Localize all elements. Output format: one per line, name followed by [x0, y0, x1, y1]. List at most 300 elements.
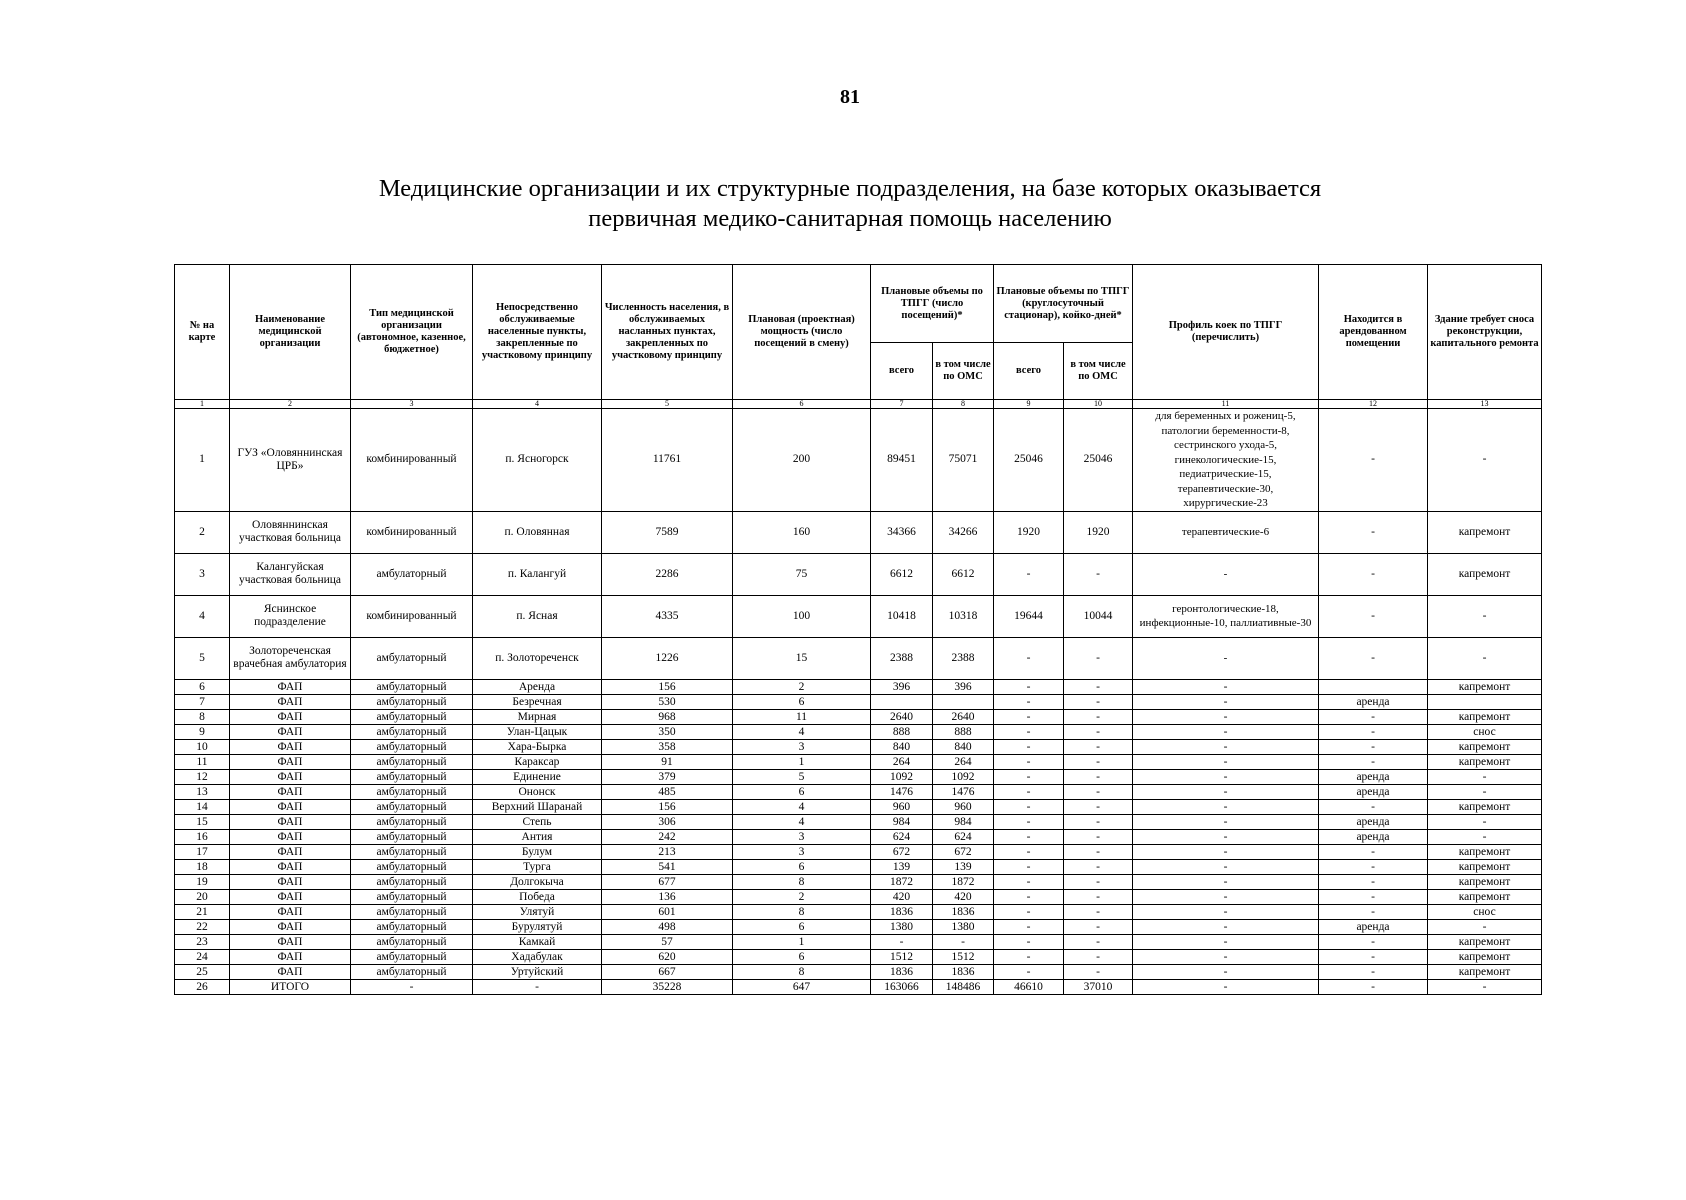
cell-num: 17	[175, 844, 230, 859]
cell-settlement: Долгокыча	[473, 874, 602, 889]
cell-type: амбулаторный	[351, 859, 473, 874]
cell-type: амбулаторный	[351, 799, 473, 814]
cell-profile: -	[1133, 904, 1319, 919]
cell-capacity: 8	[733, 964, 871, 979]
cell-repair: капремонт	[1428, 889, 1542, 904]
cell-rent	[1319, 679, 1428, 694]
cell-beds-total: -	[994, 799, 1064, 814]
column-number: 12	[1319, 400, 1428, 409]
cell-beds-total: -	[994, 637, 1064, 679]
cell-settlement: Антия	[473, 829, 602, 844]
table-row	[175, 874, 1542, 889]
cell-profile: -	[1133, 889, 1319, 904]
cell-population: 242	[602, 829, 733, 844]
header-beds-total: всего	[994, 343, 1064, 400]
cell-profile: -	[1133, 799, 1319, 814]
cell-beds-total: -	[994, 739, 1064, 754]
cell-num: 21	[175, 904, 230, 919]
cell-type: амбулаторный	[351, 739, 473, 754]
cell-capacity: 4	[733, 724, 871, 739]
cell-capacity: 6	[733, 784, 871, 799]
cell-visits-oms: 139	[933, 859, 994, 874]
cell-name: ФАП	[230, 949, 351, 964]
cell-beds-oms: -	[1064, 949, 1133, 964]
cell-rent: -	[1319, 553, 1428, 595]
cell-population: 620	[602, 949, 733, 964]
table-row	[175, 814, 1542, 829]
cell-name: ФАП	[230, 754, 351, 769]
cell-repair: капремонт	[1428, 799, 1542, 814]
column-number: 8	[933, 400, 994, 409]
cell-capacity: 6	[733, 919, 871, 934]
cell-visits-oms: 984	[933, 814, 994, 829]
cell-capacity: 6	[733, 949, 871, 964]
cell-capacity: 5	[733, 769, 871, 784]
cell-name: ФАП	[230, 694, 351, 709]
cell-rent: -	[1319, 889, 1428, 904]
cell-repair: -	[1428, 769, 1542, 784]
cell-repair: капремонт	[1428, 709, 1542, 724]
header-visits-oms: в том числе по ОМС	[933, 343, 994, 400]
cell-repair	[1428, 694, 1542, 709]
table-row	[175, 829, 1542, 844]
cell-type: амбулаторный	[351, 553, 473, 595]
cell-beds-total: -	[994, 709, 1064, 724]
cell-visits-total: -	[871, 934, 933, 949]
cell-type: амбулаторный	[351, 844, 473, 859]
table-row	[175, 409, 1542, 512]
cell-name: ФАП	[230, 904, 351, 919]
cell-beds-oms: 10044	[1064, 595, 1133, 637]
cell-profile: -	[1133, 739, 1319, 754]
cell-beds-total: -	[994, 919, 1064, 934]
cell-beds-oms: 25046	[1064, 409, 1133, 512]
cell-beds-total: -	[994, 829, 1064, 844]
table-row	[175, 595, 1542, 637]
cell-capacity: 3	[733, 844, 871, 859]
cell-num: 16	[175, 829, 230, 844]
cell-profile: -	[1133, 709, 1319, 724]
table-row	[175, 889, 1542, 904]
cell-visits-total: 1872	[871, 874, 933, 889]
header-profile: Профиль коек по ТПГГ (перечислить)	[1133, 265, 1319, 400]
column-number: 6	[733, 400, 871, 409]
column-number-row	[175, 400, 1542, 409]
cell-rent: аренда	[1319, 694, 1428, 709]
cell-profile: -	[1133, 919, 1319, 934]
cell-rent: -	[1319, 724, 1428, 739]
cell-visits-total: 34366	[871, 511, 933, 553]
cell-rent: -	[1319, 709, 1428, 724]
cell-profile: терапевтические-6	[1133, 511, 1319, 553]
cell-profile: -	[1133, 769, 1319, 784]
cell-beds-total: -	[994, 889, 1064, 904]
cell-beds-oms: 1920	[1064, 511, 1133, 553]
header-population: Численность населения, в обслуживаемых насланных пунктах, закрепленных по участковому принципу	[602, 265, 733, 400]
cell-rent: -	[1319, 949, 1428, 964]
cell-settlement: Единение	[473, 769, 602, 784]
cell-name: ФАП	[230, 709, 351, 724]
cell-profile: -	[1133, 553, 1319, 595]
cell-visits-total: 960	[871, 799, 933, 814]
cell-name: ФАП	[230, 874, 351, 889]
cell-repair: капремонт	[1428, 964, 1542, 979]
cell-visits-total	[871, 694, 933, 709]
header-name: Наименование медицинской организации	[230, 265, 351, 400]
cell-repair: капремонт	[1428, 844, 1542, 859]
cell-repair: капремонт	[1428, 949, 1542, 964]
cell-rent: -	[1319, 754, 1428, 769]
header-visits-group: Плановые объемы по ТПГГ (число посещений)*	[871, 265, 994, 343]
cell-visits-oms: 888	[933, 724, 994, 739]
cell-beds-oms: -	[1064, 844, 1133, 859]
table-row	[175, 844, 1542, 859]
cell-beds-oms: -	[1064, 784, 1133, 799]
cell-profile: -	[1133, 784, 1319, 799]
cell-rent: -	[1319, 934, 1428, 949]
cell-name: ФАП	[230, 784, 351, 799]
cell-visits-oms: 624	[933, 829, 994, 844]
cell-beds-total: -	[994, 679, 1064, 694]
cell-visits-total: 1512	[871, 949, 933, 964]
cell-visits-oms: 1512	[933, 949, 994, 964]
header-capacity: Плановая (проектная) мощность (число посещений в смену)	[733, 265, 871, 400]
cell-num: 10	[175, 739, 230, 754]
cell-beds-total: 1920	[994, 511, 1064, 553]
header-beds-group: Плановые объемы по ТПГГ (круглосуточный стационар), койко-дней*	[994, 265, 1133, 343]
cell-capacity: 1	[733, 934, 871, 949]
table-row	[175, 799, 1542, 814]
cell-num: 22	[175, 919, 230, 934]
column-number: 5	[602, 400, 733, 409]
cell-type: амбулаторный	[351, 919, 473, 934]
cell-visits-oms: 1476	[933, 784, 994, 799]
cell-population: 156	[602, 799, 733, 814]
cell-settlement: Хара-Бырка	[473, 739, 602, 754]
cell-settlement: -	[473, 979, 602, 994]
cell-name: ФАП	[230, 724, 351, 739]
cell-num: 2	[175, 511, 230, 553]
cell-capacity: 75	[733, 553, 871, 595]
cell-type: амбулаторный	[351, 679, 473, 694]
cell-beds-total: -	[994, 964, 1064, 979]
cell-capacity: 4	[733, 814, 871, 829]
cell-num: 3	[175, 553, 230, 595]
cell-type: амбулаторный	[351, 934, 473, 949]
cell-settlement: Хадабулак	[473, 949, 602, 964]
cell-rent: аренда	[1319, 919, 1428, 934]
cell-rent: аренда	[1319, 769, 1428, 784]
cell-repair: -	[1428, 409, 1542, 512]
cell-profile: -	[1133, 859, 1319, 874]
cell-type: комбинированный	[351, 409, 473, 512]
cell-visits-oms: 264	[933, 754, 994, 769]
cell-beds-total: -	[994, 694, 1064, 709]
cell-name: Яснинское подразделение	[230, 595, 351, 637]
cell-visits-total: 420	[871, 889, 933, 904]
cell-population: 306	[602, 814, 733, 829]
cell-capacity: 3	[733, 829, 871, 844]
cell-beds-oms: -	[1064, 709, 1133, 724]
cell-beds-total: -	[994, 814, 1064, 829]
table-row	[175, 739, 1542, 754]
cell-visits-oms: 672	[933, 844, 994, 859]
cell-visits-total: 1092	[871, 769, 933, 784]
table-row	[175, 979, 1542, 994]
cell-beds-oms: -	[1064, 553, 1133, 595]
table-row	[175, 934, 1542, 949]
cell-visits-total: 396	[871, 679, 933, 694]
cell-num: 13	[175, 784, 230, 799]
cell-name: ФАП	[230, 964, 351, 979]
cell-population: 4335	[602, 595, 733, 637]
table-row	[175, 769, 1542, 784]
cell-visits-oms: 840	[933, 739, 994, 754]
cell-population: 57	[602, 934, 733, 949]
cell-beds-oms: -	[1064, 964, 1133, 979]
cell-beds-oms: -	[1064, 739, 1133, 754]
cell-num: 8	[175, 709, 230, 724]
cell-repair: капремонт	[1428, 934, 1542, 949]
cell-type: комбинированный	[351, 511, 473, 553]
header-repair: Здание требует сноса реконструкции, капитального ремонта	[1428, 265, 1542, 400]
cell-profile: -	[1133, 964, 1319, 979]
cell-beds-total: -	[994, 754, 1064, 769]
cell-population: 379	[602, 769, 733, 784]
cell-visits-total: 264	[871, 754, 933, 769]
cell-profile: -	[1133, 874, 1319, 889]
cell-capacity: 647	[733, 979, 871, 994]
cell-population: 541	[602, 859, 733, 874]
cell-type: амбулаторный	[351, 949, 473, 964]
cell-name: ФАП	[230, 799, 351, 814]
cell-visits-total: 840	[871, 739, 933, 754]
cell-type: амбулаторный	[351, 964, 473, 979]
column-number: 2	[230, 400, 351, 409]
cell-repair: -	[1428, 829, 1542, 844]
cell-type: амбулаторный	[351, 694, 473, 709]
cell-population: 601	[602, 904, 733, 919]
cell-num: 15	[175, 814, 230, 829]
cell-repair: снос	[1428, 724, 1542, 739]
cell-rent: -	[1319, 799, 1428, 814]
cell-settlement: Победа	[473, 889, 602, 904]
cell-type: амбулаторный	[351, 904, 473, 919]
cell-num: 6	[175, 679, 230, 694]
cell-beds-oms: -	[1064, 679, 1133, 694]
cell-num: 24	[175, 949, 230, 964]
cell-capacity: 6	[733, 859, 871, 874]
cell-repair: -	[1428, 979, 1542, 994]
table-row	[175, 904, 1542, 919]
table-row	[175, 784, 1542, 799]
header-beds-oms: в том числе по ОМС	[1064, 343, 1133, 400]
cell-capacity: 100	[733, 595, 871, 637]
cell-population: 358	[602, 739, 733, 754]
cell-beds-total: 25046	[994, 409, 1064, 512]
header-rent: Находится в арендованном помещении	[1319, 265, 1428, 400]
cell-beds-total: -	[994, 949, 1064, 964]
cell-name: ФАП	[230, 739, 351, 754]
cell-name: ФАП	[230, 679, 351, 694]
cell-capacity: 15	[733, 637, 871, 679]
cell-beds-total: -	[994, 553, 1064, 595]
cell-type: амбулаторный	[351, 754, 473, 769]
cell-repair: -	[1428, 784, 1542, 799]
cell-num: 4	[175, 595, 230, 637]
cell-name: ФАП	[230, 769, 351, 784]
cell-visits-total: 2640	[871, 709, 933, 724]
cell-visits-oms: 1836	[933, 964, 994, 979]
cell-repair: капремонт	[1428, 511, 1542, 553]
cell-visits-oms: 420	[933, 889, 994, 904]
cell-beds-oms: -	[1064, 829, 1133, 844]
cell-beds-oms: -	[1064, 637, 1133, 679]
cell-repair: -	[1428, 919, 1542, 934]
cell-rent: -	[1319, 637, 1428, 679]
table-row	[175, 754, 1542, 769]
page-number: 81	[840, 86, 860, 108]
cell-visits-total: 1380	[871, 919, 933, 934]
table-row	[175, 637, 1542, 679]
cell-population: 968	[602, 709, 733, 724]
cell-repair: -	[1428, 595, 1542, 637]
table-row	[175, 553, 1542, 595]
header-type: Тип медицинской организации (автономное, казенное, бюджетное)	[351, 265, 473, 400]
cell-visits-total: 89451	[871, 409, 933, 512]
cell-settlement: п. Ясная	[473, 595, 602, 637]
cell-visits-total: 1476	[871, 784, 933, 799]
cell-visits-oms: 10318	[933, 595, 994, 637]
cell-visits-total: 2388	[871, 637, 933, 679]
page-title	[0, 174, 1686, 234]
cell-visits-oms: 2388	[933, 637, 994, 679]
cell-beds-oms: -	[1064, 769, 1133, 784]
column-number: 13	[1428, 400, 1542, 409]
cell-repair: капремонт	[1428, 859, 1542, 874]
cell-type: амбулаторный	[351, 769, 473, 784]
cell-settlement: Степь	[473, 814, 602, 829]
cell-num: 11	[175, 754, 230, 769]
cell-beds-oms: -	[1064, 904, 1133, 919]
cell-name: ФАП	[230, 814, 351, 829]
cell-rent: -	[1319, 904, 1428, 919]
cell-profile: геронтологические-18, инфекционные-10, паллиативные-30	[1133, 595, 1319, 637]
cell-population: 7589	[602, 511, 733, 553]
table-row	[175, 709, 1542, 724]
cell-population: 156	[602, 679, 733, 694]
cell-visits-oms: 1380	[933, 919, 994, 934]
column-number: 11	[1133, 400, 1319, 409]
cell-population: 350	[602, 724, 733, 739]
cell-population: 530	[602, 694, 733, 709]
cell-population: 136	[602, 889, 733, 904]
cell-rent: -	[1319, 409, 1428, 512]
cell-repair: снос	[1428, 904, 1542, 919]
table-row	[175, 964, 1542, 979]
cell-capacity: 2	[733, 679, 871, 694]
cell-rent: -	[1319, 844, 1428, 859]
cell-repair: -	[1428, 814, 1542, 829]
cell-capacity: 160	[733, 511, 871, 553]
cell-profile: -	[1133, 949, 1319, 964]
cell-settlement: Аренда	[473, 679, 602, 694]
cell-capacity: 6	[733, 694, 871, 709]
cell-settlement: Улан-Цацык	[473, 724, 602, 739]
cell-profile: -	[1133, 679, 1319, 694]
cell-profile: -	[1133, 814, 1319, 829]
cell-type: амбулаторный	[351, 829, 473, 844]
cell-beds-total: -	[994, 844, 1064, 859]
cell-rent: аренда	[1319, 814, 1428, 829]
cell-num: 19	[175, 874, 230, 889]
cell-visits-total: 6612	[871, 553, 933, 595]
cell-profile: -	[1133, 829, 1319, 844]
cell-visits-total: 139	[871, 859, 933, 874]
cell-population: 1226	[602, 637, 733, 679]
cell-capacity: 8	[733, 904, 871, 919]
cell-rent: аренда	[1319, 829, 1428, 844]
table-row	[175, 511, 1542, 553]
facilities-table	[174, 264, 1542, 995]
cell-beds-oms: -	[1064, 859, 1133, 874]
cell-settlement: п. Оловянная	[473, 511, 602, 553]
cell-beds-total: -	[994, 874, 1064, 889]
cell-repair: капремонт	[1428, 553, 1542, 595]
header-settlements: Непосредственно обслуживаемые населенные пункты, закрепленные по участковому принципу	[473, 265, 602, 400]
cell-settlement: п. Золотореченск	[473, 637, 602, 679]
cell-visits-total: 672	[871, 844, 933, 859]
cell-settlement: Турга	[473, 859, 602, 874]
cell-name: Золотореченская врачебная амбулатория	[230, 637, 351, 679]
cell-beds-oms: -	[1064, 919, 1133, 934]
cell-beds-total: -	[994, 724, 1064, 739]
cell-rent: -	[1319, 964, 1428, 979]
cell-profile: -	[1133, 694, 1319, 709]
cell-profile: -	[1133, 724, 1319, 739]
cell-settlement: Уртуйский	[473, 964, 602, 979]
cell-beds-oms: -	[1064, 724, 1133, 739]
cell-population: 91	[602, 754, 733, 769]
header-num: № на карте	[175, 265, 230, 400]
cell-beds-oms: -	[1064, 889, 1133, 904]
cell-profile: -	[1133, 979, 1319, 994]
table-row	[175, 949, 1542, 964]
cell-repair: капремонт	[1428, 874, 1542, 889]
cell-settlement: п. Ясногорск	[473, 409, 602, 512]
cell-population: 485	[602, 784, 733, 799]
cell-visits-oms	[933, 694, 994, 709]
cell-name: Оловяннинская участковая больница	[230, 511, 351, 553]
cell-population: 35228	[602, 979, 733, 994]
cell-repair: капремонт	[1428, 679, 1542, 694]
table-row	[175, 724, 1542, 739]
cell-capacity: 8	[733, 874, 871, 889]
cell-num: 7	[175, 694, 230, 709]
header-visits-total: всего	[871, 343, 933, 400]
cell-num: 9	[175, 724, 230, 739]
cell-name: ФАП	[230, 934, 351, 949]
cell-visits-oms: 75071	[933, 409, 994, 512]
cell-repair: капремонт	[1428, 754, 1542, 769]
cell-settlement: п. Калангуй	[473, 553, 602, 595]
cell-settlement: Мирная	[473, 709, 602, 724]
cell-rent: -	[1319, 511, 1428, 553]
cell-profile: -	[1133, 637, 1319, 679]
cell-beds-total: -	[994, 859, 1064, 874]
cell-beds-total: -	[994, 904, 1064, 919]
cell-settlement: Бурулятуй	[473, 919, 602, 934]
